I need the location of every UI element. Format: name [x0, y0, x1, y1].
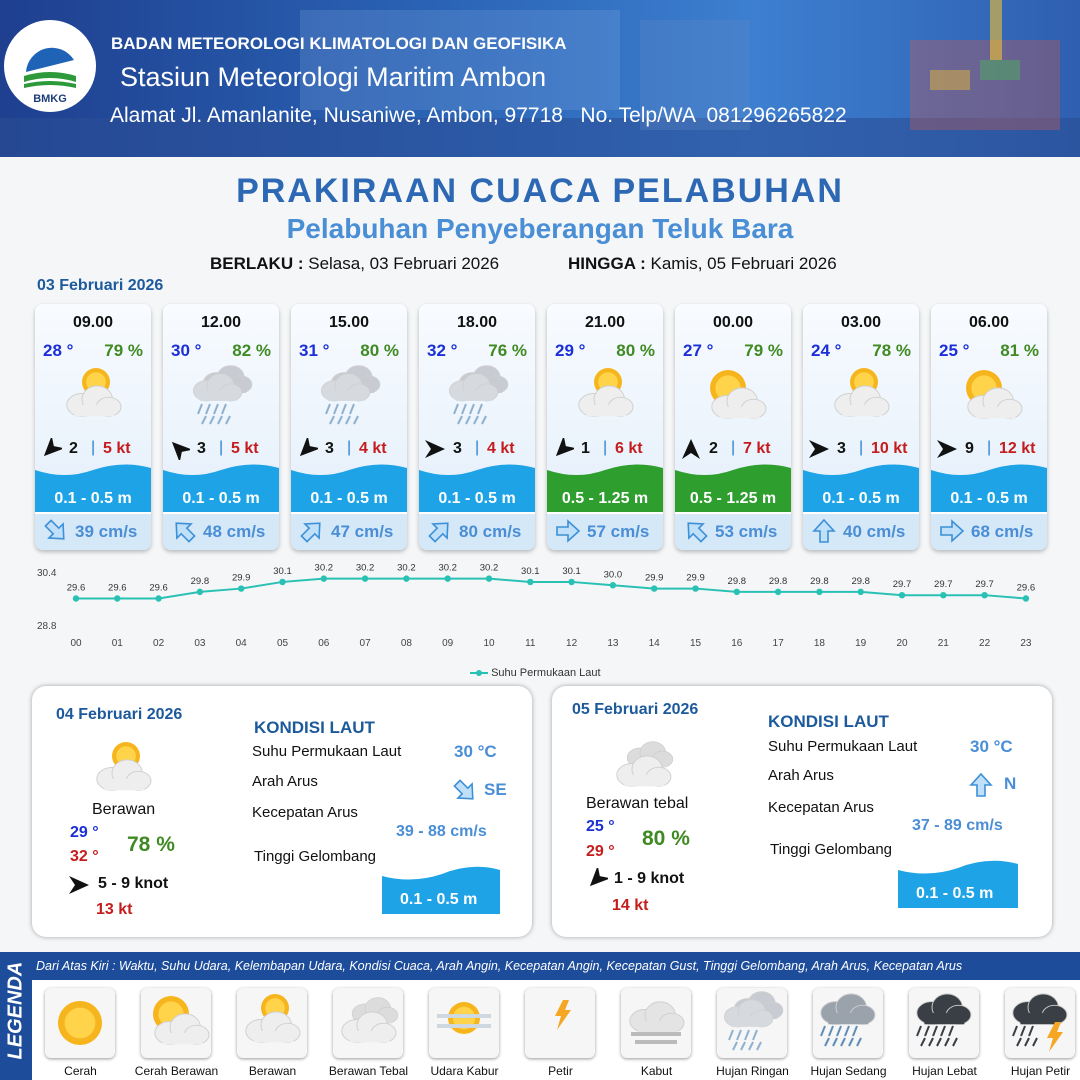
data-point: [73, 595, 79, 601]
forecast-humidity: 78 %: [872, 341, 911, 360]
day3-wind-speed: 1 - 9 knot: [614, 870, 685, 887]
weather-icon: [826, 362, 896, 432]
data-point: [238, 585, 244, 591]
forecast-card: [35, 304, 151, 550]
day2-kondisi-title: KONDISI LAUT: [254, 718, 375, 737]
wave-height: 0.1 - 0.5 m: [310, 490, 388, 507]
data-point: [403, 575, 409, 581]
forecast-humidity: 81 %: [1000, 341, 1039, 360]
x-tick-label: 11: [525, 638, 536, 649]
gust-speed: 12 kt: [999, 440, 1036, 457]
wind-speed: 9: [965, 440, 974, 457]
gust-speed: 6 kt: [615, 440, 643, 457]
day2-gust: 13 kt: [96, 901, 133, 918]
x-tick-label: 00: [70, 638, 82, 649]
current-arrow-icon: [939, 518, 965, 544]
forecast-time: 00.00: [712, 314, 754, 331]
legend-label: Hujan Petir: [1010, 1064, 1071, 1078]
forecast-temperature: 24 °: [811, 341, 842, 360]
forecast-humidity: 80 %: [360, 341, 399, 360]
day2-wind-speed: 5 - 9 knot: [98, 875, 169, 892]
separator: |: [347, 439, 352, 456]
day3-condition: Berawan tebal: [586, 795, 689, 812]
current-arrow-icon: [171, 518, 197, 544]
x-tick-label: 01: [111, 638, 123, 649]
legend-label: Berawan: [248, 1064, 297, 1078]
bmkg-logo: [4, 20, 96, 112]
day2-panel: [32, 686, 532, 937]
x-tick-label: 08: [400, 638, 412, 649]
forecast-temperature: 32 °: [427, 341, 458, 360]
x-tick-label: 04: [235, 638, 247, 649]
legend-icon-petir: [525, 988, 595, 1058]
x-tick-label: 12: [566, 638, 578, 649]
day2-wind-arrow-icon: [68, 874, 90, 896]
wind-arrow-icon: [296, 438, 318, 460]
day3-gust: 14 kt: [612, 897, 649, 914]
forecast-card: [803, 304, 919, 550]
weather-icon: [314, 362, 384, 432]
current-speed: 57 cm/s: [587, 522, 650, 541]
sst-line: [76, 579, 1026, 599]
forecast-time: 03.00: [840, 314, 882, 331]
wave-height: 0.1 - 0.5 m: [438, 490, 516, 507]
cerah-icon: [45, 988, 115, 1058]
forecast-humidity: 76 %: [488, 341, 527, 360]
legend-icon-berawan-tebal: [333, 988, 403, 1058]
data-point: [527, 579, 533, 585]
day1-date: 03 Februari 2026: [37, 277, 164, 294]
legend-icon-hujan-sedang: [813, 988, 883, 1058]
hujan-petir-icon: [1005, 988, 1075, 1058]
data-point: [114, 595, 120, 601]
valid-from: BERLAKU : Selasa, 03 Februari 2026: [210, 254, 500, 273]
data-point: [651, 585, 657, 591]
data-point: [155, 595, 161, 601]
forecast-temperature: 28 °: [43, 341, 74, 360]
data-label: 29.7: [892, 579, 912, 591]
current-arrow-icon: [683, 518, 709, 544]
separator: |: [987, 439, 992, 456]
wind-speed: 3: [325, 440, 334, 457]
data-label: 30.2: [438, 562, 457, 574]
legend-label: Hujan Lebat: [912, 1064, 977, 1078]
x-tick-label: 22: [979, 638, 991, 649]
current-speed: 80 cm/s: [459, 522, 522, 541]
forecast-time: 15.00: [328, 314, 370, 331]
data-point: [362, 575, 368, 581]
forecast-card: [419, 304, 535, 550]
wave-height: 0.1 - 0.5 m: [950, 490, 1028, 507]
gust-speed: 7 kt: [743, 440, 771, 457]
legend-label: Hujan Ringan: [716, 1064, 789, 1078]
forecast-card: [675, 304, 791, 550]
data-label: 29.8: [768, 575, 788, 587]
x-tick-label: 23: [1020, 638, 1032, 649]
wind-speed: 2: [69, 440, 78, 457]
separator: |: [475, 439, 480, 456]
data-point: [775, 589, 781, 595]
legend-icon-cerah: [45, 988, 115, 1058]
data-point: [734, 589, 740, 595]
forecast-time: 09.00: [72, 314, 114, 331]
legend-icon-hujan-lebat: [909, 988, 979, 1058]
current-arrow-icon: [43, 518, 69, 544]
legend-label: Berawan Tebal: [328, 1064, 409, 1078]
x-tick-label: 17: [772, 638, 784, 649]
data-point: [197, 589, 203, 595]
current-speed: 48 cm/s: [203, 522, 266, 541]
forecast-humidity: 79 %: [104, 341, 143, 360]
current-arrow-icon: [427, 518, 453, 544]
day3-kec-value: 37 - 89 cm/s: [912, 817, 1003, 834]
forecast-temperature: 31 °: [299, 341, 330, 360]
data-point: [692, 585, 698, 591]
day3-sst-value: 30 °C: [970, 737, 1013, 756]
berawan-tebal-icon: [333, 988, 403, 1058]
header-banner: [0, 0, 1080, 157]
legend-icon-udara-kabur: [429, 988, 499, 1058]
kabut-icon: [621, 988, 691, 1058]
x-tick-label: 20: [896, 638, 908, 649]
udara-kabur-icon: [429, 988, 499, 1058]
day2-arus-value: SE: [484, 780, 507, 799]
page-title: PRAKIRAAN CUACA PELABUHAN: [236, 172, 844, 210]
wind-speed: 1: [581, 440, 590, 457]
data-label: 30.1: [562, 565, 581, 577]
x-tick-label: 13: [607, 638, 619, 649]
day2-current-arrow-icon: [452, 778, 478, 804]
forecast-temperature: 27 °: [683, 341, 714, 360]
day2-kec-value: 39 - 88 cm/s: [396, 823, 487, 840]
day3-date: 05 Februari 2026: [572, 701, 699, 718]
data-point: [899, 592, 905, 598]
data-label: 30.2: [397, 562, 416, 574]
data-label: 29.8: [190, 575, 210, 587]
legend-label: Cerah: [64, 1064, 97, 1078]
day2-humidity: 78 %: [127, 833, 175, 856]
x-tick-label: 02: [153, 638, 165, 649]
legend-label: Hujan Sedang: [810, 1064, 887, 1078]
data-label: 30.0: [603, 569, 623, 581]
wind-arrow-icon: [808, 438, 830, 460]
separator: |: [731, 439, 736, 456]
separator: |: [91, 439, 96, 456]
forecast-time: 21.00: [584, 314, 626, 331]
day2-temp-max: 32 °: [70, 848, 99, 865]
day3-sst-label: Suhu Permukaan Laut: [768, 738, 918, 755]
day3-wind-arrow-icon: [586, 868, 608, 890]
wave-height: 0.5 - 1.25 m: [561, 490, 649, 507]
x-tick-label: 21: [937, 638, 949, 649]
data-label: 29.8: [851, 575, 870, 587]
forecast-card: [931, 304, 1047, 550]
forecast-card: [291, 304, 407, 550]
separator: |: [219, 439, 224, 456]
legend-label: Udara Kabur: [430, 1064, 499, 1078]
weather-icon: [570, 362, 640, 432]
legend-icon-hujan-ringan: [717, 988, 787, 1058]
wind-arrow-icon: [424, 438, 446, 460]
wind-arrow-icon: [40, 438, 62, 460]
day3-arus-label: Arah Arus: [768, 767, 834, 784]
data-point: [940, 592, 946, 598]
weather-icon: [186, 362, 256, 432]
day3-current-arrow-icon: [968, 772, 994, 798]
data-label: 29.6: [108, 582, 127, 594]
data-point: [568, 579, 574, 585]
data-point: [1023, 595, 1029, 601]
data-label: 29.6: [1016, 582, 1036, 594]
data-label: 29.9: [644, 572, 664, 584]
legend-section: [0, 952, 1080, 1080]
y-tick-label: 30.4: [37, 568, 57, 579]
data-point: [816, 589, 822, 595]
hujan-lebat-icon: [909, 988, 979, 1058]
day3-weather-icon: [608, 732, 678, 792]
day2-weather-icon: [88, 736, 158, 796]
day2-condition: Berawan: [92, 801, 156, 818]
data-point: [610, 582, 616, 588]
forecast-temperature: 29 °: [555, 341, 586, 360]
hujan-ringan-icon: [717, 988, 787, 1058]
legend-icon-cerah-berawan: [141, 988, 211, 1058]
x-tick-label: 15: [689, 638, 702, 649]
current-arrow-icon: [555, 518, 581, 544]
wind-arrow-icon: [168, 438, 190, 460]
data-label: 29.9: [686, 572, 705, 584]
legend-side-label: LEGENDA: [0, 952, 32, 1080]
day3-wave-height: 0.1 - 0.5 m: [916, 885, 994, 902]
gust-speed: 10 kt: [871, 440, 908, 457]
forecast-time: 18.00: [456, 314, 498, 331]
station-name: Stasiun Meteorologi Maritim Ambon: [120, 62, 547, 92]
forecast-humidity: 82 %: [232, 341, 271, 360]
forecast-card: [163, 304, 279, 550]
data-label: 29.6: [149, 582, 168, 594]
day3-tinggi-label: Tinggi Gelombang: [770, 841, 893, 858]
data-label: 30.2: [355, 562, 375, 574]
x-tick-label: 09: [442, 638, 454, 649]
page-subtitle: Pelabuhan Penyeberangan Teluk Bara: [286, 213, 794, 244]
wind-arrow-icon: [936, 438, 958, 460]
data-label: 29.6: [66, 582, 86, 594]
legend-label: Petir: [548, 1064, 573, 1078]
day3-panel: [552, 686, 1052, 937]
legend-description: Dari Atas Kiri : Waktu, Suhu Udara, Kelembapan Udara, Kondisi Cuaca, Arah Angin, Kecepatan Angin, Kecepatan Gust, Tinggi Gelombang, Arah Arus, Kecepatan Arus: [32, 952, 1080, 980]
data-point: [858, 589, 864, 595]
legend-icon-hujan-petir: [1005, 988, 1075, 1058]
forecast-temperature: 30 °: [171, 341, 202, 360]
chart-legend: Suhu Permukaan Laut: [470, 667, 601, 679]
weather-icon: [58, 362, 128, 432]
petir-icon: [525, 988, 595, 1058]
legend-label: Cerah Berawan: [134, 1064, 219, 1078]
wave-height: 0.5 - 1.25 m: [689, 490, 777, 507]
day2-tinggi-label: Tinggi Gelombang: [254, 848, 377, 865]
day3-temp-max: 29 °: [586, 843, 615, 860]
x-tick-label: 03: [194, 638, 206, 649]
day3-temp-min: 25 °: [586, 818, 615, 835]
current-arrow-icon: [299, 518, 325, 544]
hujan-sedang-icon: [813, 988, 883, 1058]
current-speed: 47 cm/s: [331, 522, 394, 541]
valid-to: HINGGA : Kamis, 05 Februari 2026: [568, 254, 837, 273]
berawan-icon: [237, 988, 307, 1058]
x-tick-label: 18: [813, 638, 825, 649]
organization-name: BADAN METEOROLOGI KLIMATOLOGI DAN GEOFISIKA: [111, 34, 567, 53]
legend-items: [32, 980, 1080, 1080]
x-tick-label: 10: [483, 638, 495, 649]
station-address: Alamat Jl. Amanlanite, Nusaniwe, Ambon, 97718 No. Telp/WA 081296265822: [110, 104, 847, 127]
data-label: 30.1: [521, 565, 540, 577]
day2-sst-label: Suhu Permukaan Laut: [252, 743, 402, 760]
current-speed: 68 cm/s: [971, 522, 1034, 541]
day2-temp-min: 29 °: [70, 824, 99, 841]
data-label: 29.7: [934, 579, 953, 591]
data-label: 29.8: [810, 575, 829, 587]
current-speed: 40 cm/s: [843, 522, 906, 541]
day3-arus-value: N: [1004, 774, 1017, 793]
forecast-humidity: 79 %: [744, 341, 783, 360]
day3-kondisi-title: KONDISI LAUT: [768, 712, 889, 731]
day2-arus-label: Arah Arus: [252, 773, 318, 790]
data-label: 30.2: [314, 562, 334, 574]
legend-icon-berawan: [237, 988, 307, 1058]
x-tick-label: 19: [855, 638, 867, 649]
separator: |: [859, 439, 864, 456]
data-point: [321, 575, 327, 581]
data-label: 30.1: [273, 565, 292, 577]
day2-wave-height: 0.1 - 0.5 m: [400, 891, 478, 908]
data-label: 29.9: [231, 572, 251, 584]
gust-speed: 4 kt: [487, 440, 515, 457]
wind-speed: 2: [709, 440, 718, 457]
data-label: 29.7: [975, 579, 994, 591]
gust-speed: 5 kt: [103, 440, 131, 457]
wind-arrow-icon: [680, 438, 702, 460]
weather-icon: [954, 362, 1024, 432]
day3-humidity: 80 %: [642, 827, 690, 850]
forecast-time: 06.00: [968, 314, 1010, 331]
day2-kec-label: Kecepatan Arus: [252, 804, 358, 821]
wind-speed: 3: [197, 440, 206, 457]
day2-date: 04 Februari 2026: [56, 706, 183, 723]
legend-label: Kabut: [640, 1064, 673, 1078]
data-label: 30.2: [479, 562, 499, 574]
y-tick-label: 28.8: [37, 621, 57, 632]
wind-speed: 3: [453, 440, 462, 457]
x-tick-label: 14: [648, 638, 660, 649]
x-tick-label: 07: [359, 638, 371, 649]
data-point: [445, 575, 451, 581]
wave-height: 0.1 - 0.5 m: [822, 490, 900, 507]
gust-speed: 4 kt: [359, 440, 387, 457]
current-speed: 39 cm/s: [75, 522, 138, 541]
day2-sst-value: 30 °C: [454, 742, 497, 761]
wind-speed: 3: [837, 440, 846, 457]
weather-icon: [698, 362, 768, 432]
data-point: [486, 575, 492, 581]
wave-height: 0.1 - 0.5 m: [54, 490, 132, 507]
wave-height: 0.1 - 0.5 m: [182, 490, 260, 507]
weather-icon: [442, 362, 512, 432]
current-arrow-icon: [811, 518, 837, 544]
cerah-berawan-icon: [141, 988, 211, 1058]
current-speed: 53 cm/s: [715, 522, 778, 541]
forecast-card: [547, 304, 663, 550]
separator: |: [603, 439, 608, 456]
x-tick-label: 16: [731, 638, 743, 649]
data-label: 29.8: [727, 575, 747, 587]
legend-icon-kabut: [621, 988, 691, 1058]
gust-speed: 5 kt: [231, 440, 259, 457]
wind-arrow-icon: [552, 438, 574, 460]
data-point: [279, 579, 285, 585]
x-tick-label: 05: [276, 638, 289, 649]
day3-kec-label: Kecepatan Arus: [768, 799, 874, 816]
x-tick-label: 06: [318, 638, 330, 649]
svg-text:BMKG: BMKG: [33, 93, 67, 105]
data-point: [981, 592, 987, 598]
forecast-temperature: 25 °: [939, 341, 970, 360]
forecast-time: 12.00: [200, 314, 242, 331]
forecast-humidity: 80 %: [616, 341, 655, 360]
